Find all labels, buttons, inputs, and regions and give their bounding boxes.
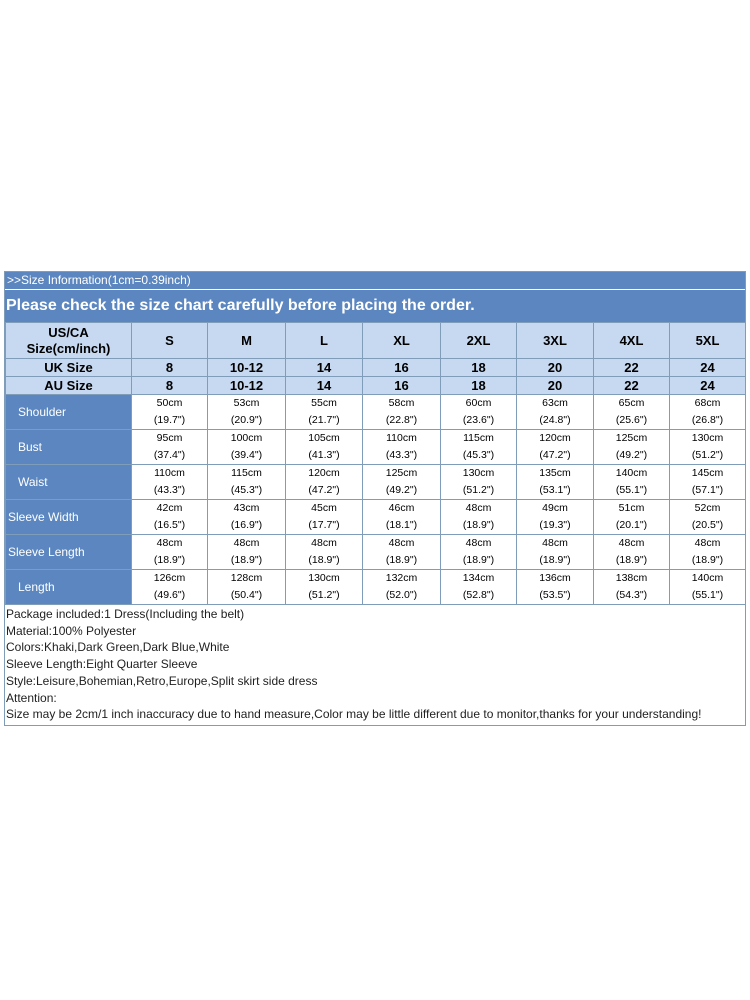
measurement-cell	[286, 500, 363, 535]
cm-value: 49cm	[542, 502, 568, 514]
size-col-header: L	[286, 323, 363, 359]
measurement-cell	[286, 570, 363, 605]
cm-value: 52cm	[694, 502, 721, 514]
inch-value: (23.6")	[462, 414, 495, 426]
inch-value: (20.5")	[691, 519, 724, 531]
cm-value: 130cm	[308, 572, 340, 584]
measurement-cell	[594, 570, 670, 605]
cm-value: 48cm	[465, 502, 492, 514]
measurement-cell	[363, 430, 441, 465]
cm-value: 134cm	[462, 572, 495, 584]
measurement-cell	[517, 465, 594, 500]
size-col-header: 5XL	[670, 323, 746, 359]
measurement-cell	[132, 535, 208, 570]
au-size-label: AU Size	[6, 377, 132, 395]
au-size-cell: 18	[441, 377, 517, 395]
measurement-cell	[208, 500, 286, 535]
measurement-label: Sleeve Width	[6, 500, 132, 535]
measurement-cell	[594, 395, 670, 430]
measurement-cell	[670, 500, 746, 535]
cm-value: 48cm	[694, 537, 721, 549]
cm-value: 48cm	[542, 537, 568, 549]
cm-value: 95cm	[156, 432, 183, 444]
inch-value: (51.2")	[462, 484, 495, 496]
inch-value: (49.6")	[153, 589, 186, 601]
cm-value: 132cm	[385, 572, 418, 584]
size-chart	[4, 271, 746, 726]
inch-value: (50.4")	[230, 589, 263, 601]
note-line: Package included:1 Dress(Including the belt)	[6, 607, 245, 621]
uk-size-cell: 22	[594, 359, 670, 377]
inch-value: (55.1")	[615, 484, 648, 496]
measurement-cell	[208, 535, 286, 570]
inch-value: (16.5")	[153, 519, 186, 531]
measurement-cell	[363, 570, 441, 605]
measurement-cell	[670, 535, 746, 570]
au-size-cell: 14	[286, 377, 363, 395]
au-size-cell: 20	[517, 377, 594, 395]
cm-value: 48cm	[618, 537, 645, 549]
note-line: Sleeve Length:Eight Quarter Sleeve	[6, 657, 198, 672]
cm-value: 100cm	[230, 432, 263, 444]
size-col-header: M	[208, 323, 286, 359]
cm-value: 105cm	[308, 432, 340, 444]
measurement-cell	[441, 395, 517, 430]
size-info-line: >>Size Information(1cm=0.39inch)	[5, 272, 745, 290]
measurement-cell	[363, 395, 441, 430]
cm-value: 136cm	[539, 572, 571, 584]
size-chart-notice: Please check the size chart carefully before placing the order.	[5, 290, 745, 322]
uk-size-cell: 24	[670, 359, 746, 377]
inch-value: (47.2")	[539, 449, 571, 461]
cm-value: 110cm	[154, 467, 185, 479]
measurement-label: Shoulder	[6, 395, 132, 430]
measurement-cell	[363, 535, 441, 570]
cm-value: 115cm	[231, 467, 262, 479]
inch-value: (22.8")	[385, 414, 418, 426]
product-notes	[5, 605, 745, 725]
uk-size-cell: 20	[517, 359, 594, 377]
measurement-cell	[286, 395, 363, 430]
uk-size-cell: 16	[363, 359, 441, 377]
measurement-row	[6, 535, 746, 570]
cm-value: 128cm	[230, 572, 263, 584]
cm-value: 135cm	[539, 467, 571, 479]
measurement-cell	[208, 465, 286, 500]
inch-value: (57.1")	[691, 484, 724, 496]
cm-value: 115cm	[463, 432, 494, 444]
inch-value: (18.9")	[615, 554, 648, 566]
inch-value: (37.4")	[153, 449, 186, 461]
inch-value: (43.3")	[153, 484, 186, 496]
cm-value: 51cm	[618, 502, 645, 514]
note-line: Style:Leisure,Bohemian,Retro,Europe,Split skirt side dress	[6, 673, 318, 688]
cm-value: 130cm	[691, 432, 724, 444]
cm-value: 48cm	[233, 537, 260, 549]
measurement-cell	[594, 535, 670, 570]
uk-size-row	[6, 359, 746, 377]
inch-value: (52.0")	[385, 589, 418, 601]
size-header-row	[6, 323, 746, 359]
cm-value: 45cm	[311, 502, 337, 514]
us-ca-label: US/CA	[48, 324, 89, 340]
inch-value: (25.6")	[615, 414, 648, 426]
inch-value: (43.3")	[385, 449, 418, 461]
cm-value: 125cm	[615, 432, 648, 444]
uk-size-label: UK Size	[6, 359, 132, 377]
measurement-cell	[517, 395, 594, 430]
cm-value: 48cm	[388, 537, 415, 549]
measurement-cell	[517, 430, 594, 465]
measurement-cell	[286, 465, 363, 500]
inch-value: (45.3")	[230, 484, 263, 496]
inch-value: (18.9")	[153, 554, 186, 566]
measurement-cell	[441, 465, 517, 500]
inch-value: (53.5")	[539, 589, 571, 601]
cm-value: 120cm	[539, 432, 571, 444]
measurement-cell	[441, 570, 517, 605]
inch-value: (16.9")	[230, 519, 263, 531]
cm-value: 48cm	[156, 537, 183, 549]
size-unit-label: Size(cm/inch)	[26, 340, 111, 356]
cm-value: 125cm	[385, 467, 418, 479]
inch-value: (26.8")	[691, 414, 724, 426]
cm-value: 65cm	[618, 397, 645, 409]
measurement-cell	[132, 500, 208, 535]
note-line: Material:100% Polyester	[6, 623, 137, 638]
measurement-row	[6, 500, 746, 535]
inch-value: (52.8")	[462, 589, 495, 601]
cm-value: 48cm	[465, 537, 492, 549]
cm-value: 42cm	[156, 502, 183, 514]
inch-value: (49.2")	[385, 484, 418, 496]
measurement-cell	[517, 500, 594, 535]
cm-value: 140cm	[691, 572, 724, 584]
measurement-row	[6, 570, 746, 605]
size-col-header: 4XL	[594, 323, 670, 359]
inch-value: (49.2")	[615, 449, 648, 461]
measurement-row	[6, 465, 746, 500]
measurement-cell	[208, 395, 286, 430]
inch-value: (51.2")	[308, 589, 340, 601]
cm-value: 60cm	[465, 397, 492, 409]
cm-value: 63cm	[542, 397, 568, 409]
cm-value: 120cm	[308, 467, 340, 479]
measurement-label: Bust	[6, 430, 132, 465]
inch-value: (20.1")	[615, 519, 648, 531]
inch-value: (54.3")	[615, 589, 648, 601]
inch-value: (18.9")	[308, 554, 340, 566]
measurement-cell	[670, 570, 746, 605]
au-size-cell: 10-12	[208, 377, 286, 395]
size-col-header: 2XL	[441, 323, 517, 359]
measurement-cell	[670, 395, 746, 430]
measurement-cell	[363, 500, 441, 535]
measurement-cell	[441, 430, 517, 465]
au-size-cell: 24	[670, 377, 746, 395]
inch-value: (18.9")	[691, 554, 724, 566]
au-size-cell: 22	[594, 377, 670, 395]
inch-value: (55.1")	[691, 589, 724, 601]
measurement-row	[6, 430, 746, 465]
measurement-cell	[517, 570, 594, 605]
inch-value: (39.4")	[230, 449, 263, 461]
measurement-cell	[208, 430, 286, 465]
note-line: Attention:	[6, 690, 57, 705]
inch-value: (18.9")	[539, 554, 571, 566]
measurement-cell	[594, 430, 670, 465]
measurement-cell	[132, 570, 208, 605]
au-size-row	[6, 377, 746, 395]
inch-value: (51.2")	[691, 449, 724, 461]
note-line: Size may be 2cm/1 inch inaccuracy due to hand measure,Color may be little different due to monitor,thanks for your understanding!	[6, 707, 702, 722]
au-size-cell: 16	[363, 377, 441, 395]
cm-value: 110cm	[386, 432, 417, 444]
size-col-header: S	[132, 323, 208, 359]
measurement-cell	[208, 570, 286, 605]
cm-value: 145cm	[691, 467, 724, 479]
measurement-cell	[363, 465, 441, 500]
uk-size-cell: 18	[441, 359, 517, 377]
measurement-cell	[286, 430, 363, 465]
cm-value: 43cm	[233, 502, 260, 514]
us-ca-header	[6, 323, 132, 359]
measurement-cell	[517, 535, 594, 570]
inch-value: (18.9")	[462, 554, 495, 566]
inch-value: (19.3")	[539, 519, 571, 531]
cm-value: 53cm	[233, 397, 260, 409]
measurement-cell	[594, 500, 670, 535]
inch-value: (24.8")	[539, 414, 571, 426]
inch-value: (17.7")	[308, 519, 340, 531]
inch-value: (41.3")	[308, 449, 340, 461]
au-size-cell: 8	[132, 377, 208, 395]
size-table	[5, 322, 746, 605]
cm-value: 48cm	[311, 537, 337, 549]
inch-value: (18.9")	[462, 519, 495, 531]
cm-value: 140cm	[615, 467, 648, 479]
measurement-cell	[594, 465, 670, 500]
inch-value: (19.7")	[153, 414, 186, 426]
measurement-cell	[441, 535, 517, 570]
uk-size-cell: 10-12	[208, 359, 286, 377]
measurement-cell	[132, 430, 208, 465]
inch-value: (53.1")	[539, 484, 571, 496]
inch-value: (47.2")	[308, 484, 340, 496]
measurement-label: Waist	[6, 465, 132, 500]
cm-value: 130cm	[462, 467, 495, 479]
uk-size-cell: 8	[132, 359, 208, 377]
inch-value: (18.1")	[385, 519, 418, 531]
measurement-cell	[441, 500, 517, 535]
inch-value: (20.9")	[230, 414, 263, 426]
measurement-label: Sleeve Length	[6, 535, 132, 570]
cm-value: 68cm	[694, 397, 721, 409]
inch-value: (18.9")	[230, 554, 263, 566]
size-col-header: XL	[363, 323, 441, 359]
cm-value: 46cm	[388, 502, 415, 514]
cm-value: 126cm	[153, 572, 186, 584]
measurement-cell	[132, 395, 208, 430]
measurement-cell	[670, 465, 746, 500]
uk-size-cell: 14	[286, 359, 363, 377]
cm-value: 58cm	[388, 397, 415, 409]
cm-value: 138cm	[615, 572, 648, 584]
inch-value: (45.3")	[462, 449, 495, 461]
measurement-cell	[670, 430, 746, 465]
measurement-row	[6, 395, 746, 430]
measurement-label: Length	[6, 570, 132, 605]
inch-value: (18.9")	[385, 554, 418, 566]
cm-value: 50cm	[156, 397, 183, 409]
note-line: Colors:Khaki,Dark Green,Dark Blue,White	[6, 640, 230, 655]
measurement-cell	[286, 535, 363, 570]
inch-value: (21.7")	[308, 414, 340, 426]
cm-value: 55cm	[311, 397, 337, 409]
measurement-cell	[132, 465, 208, 500]
size-col-header: 3XL	[517, 323, 594, 359]
